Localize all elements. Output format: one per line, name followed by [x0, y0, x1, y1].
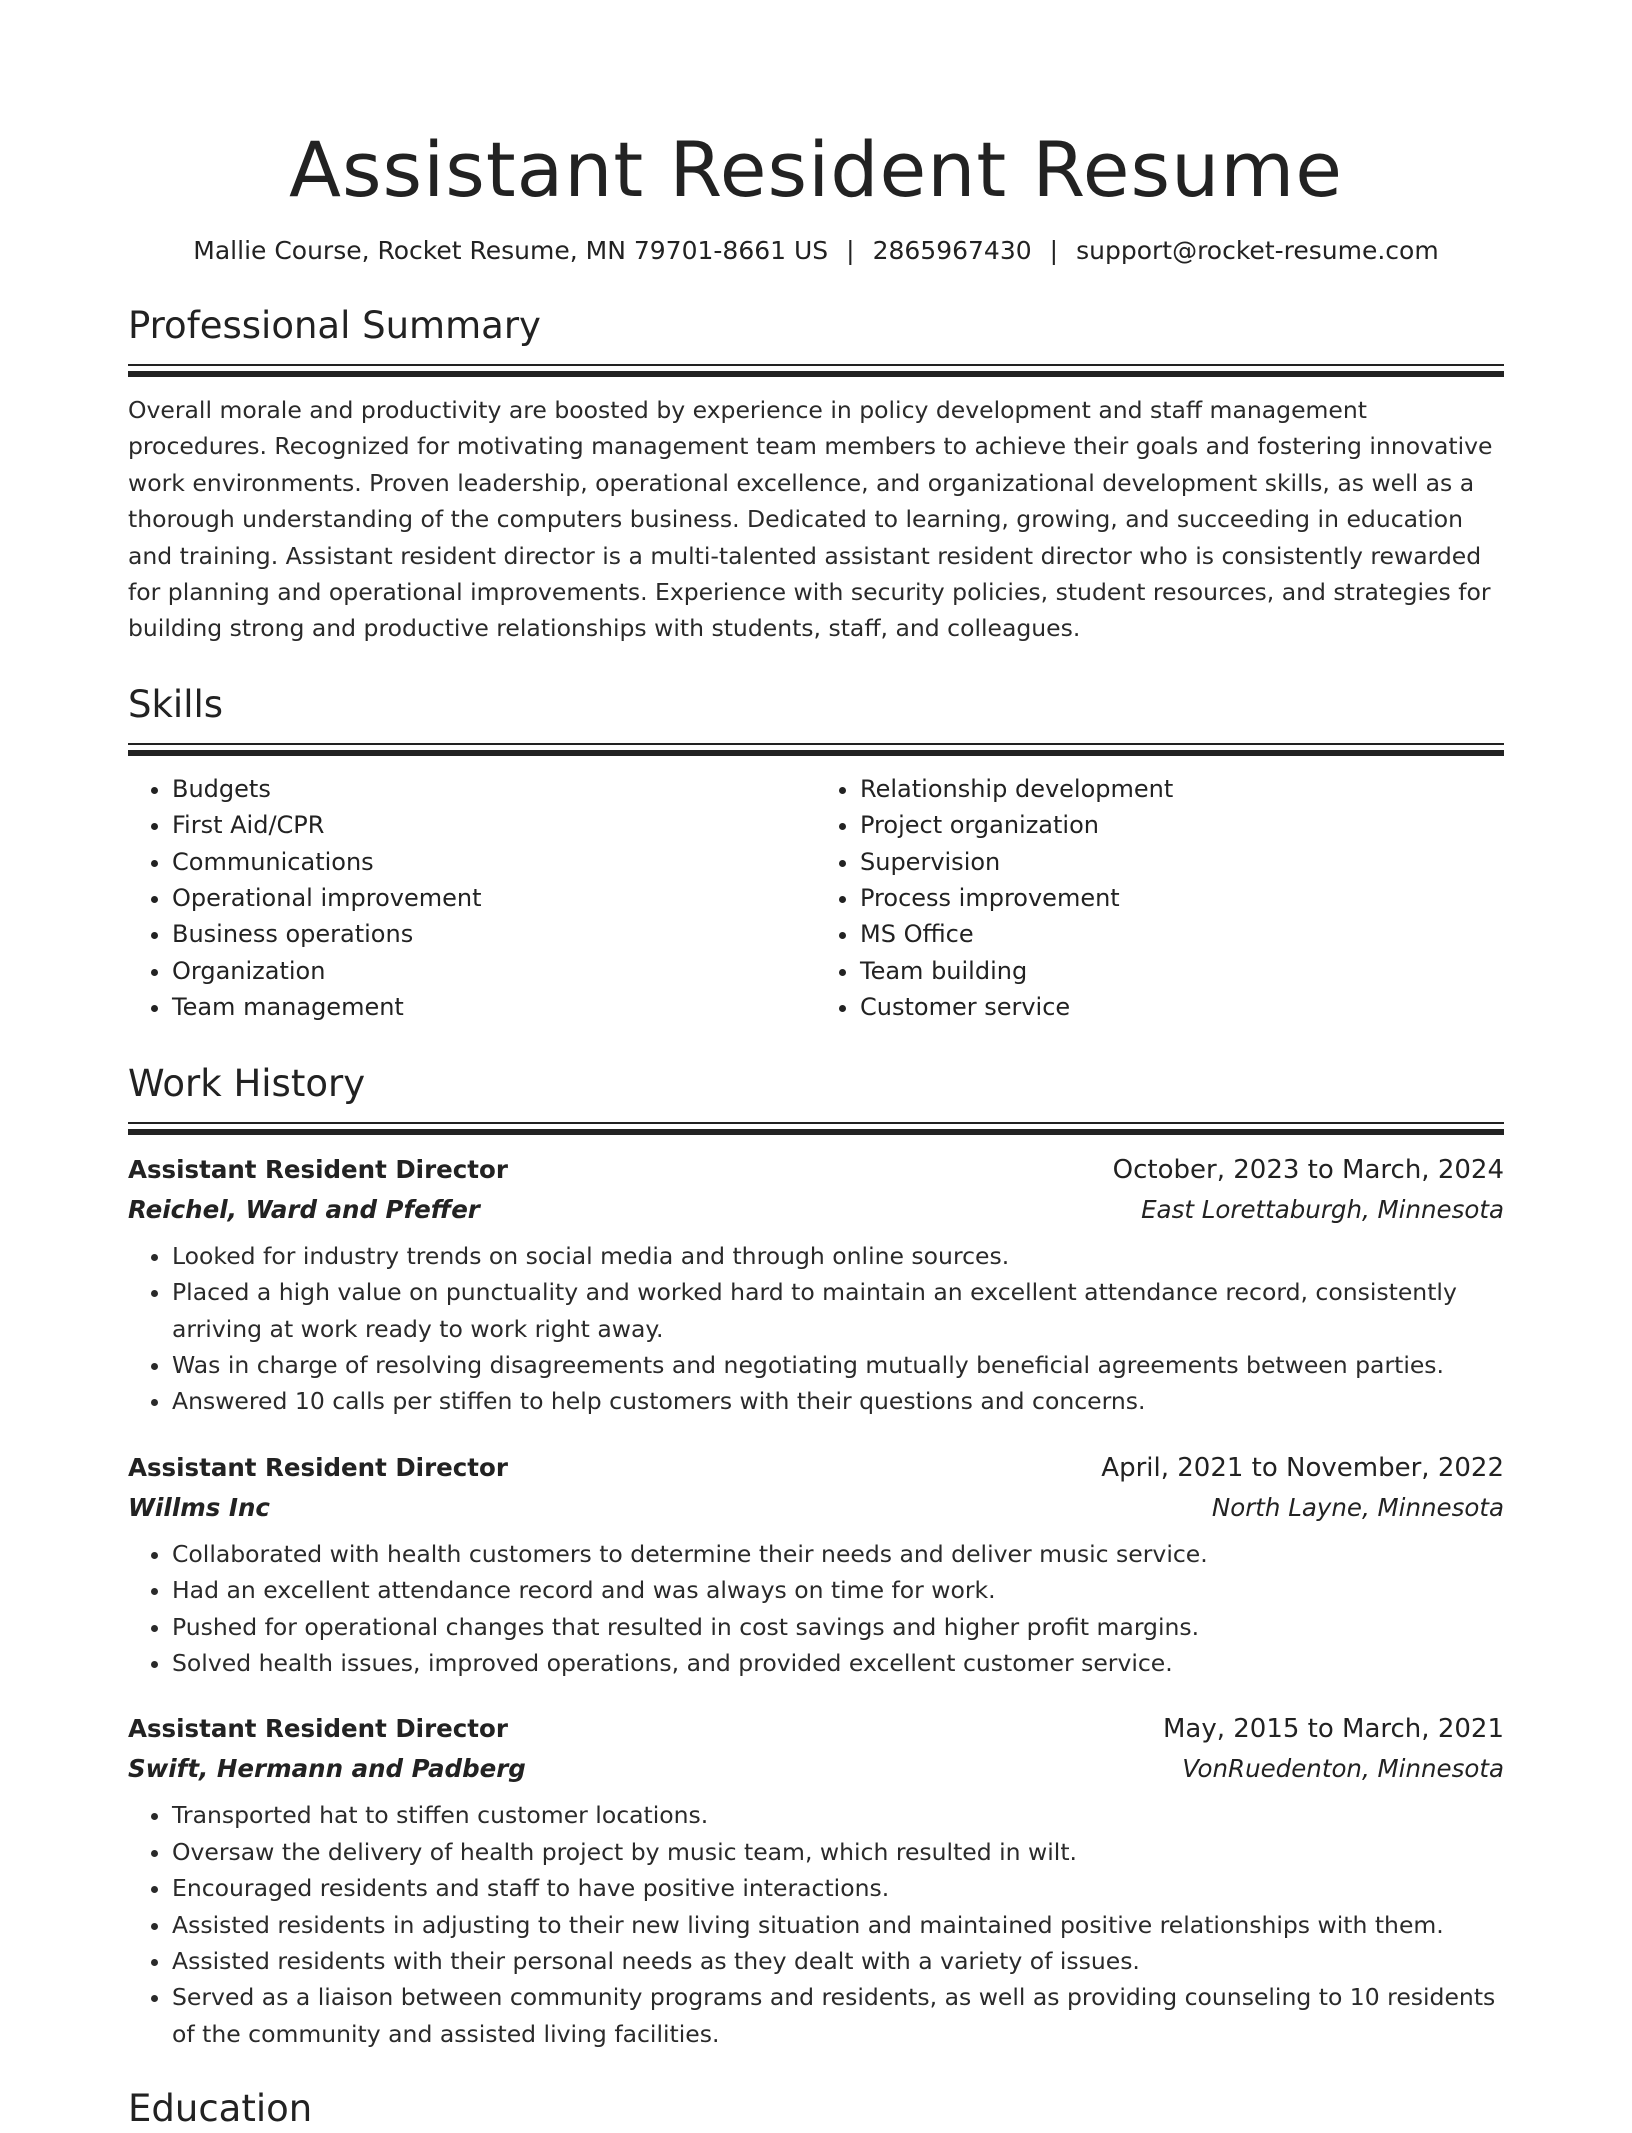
skills-section — [128, 681, 1504, 1026]
job-location: North Layne, Minnesota — [1211, 1492, 1504, 1522]
job-company: Willms Inc — [128, 1492, 270, 1522]
skill-item: • Organization — [172, 953, 816, 989]
job-company: Swift, Hermann and Padberg — [128, 1754, 526, 1784]
job-company-row — [128, 1190, 1504, 1230]
skills-list-right — [816, 771, 1504, 1026]
job-title: Assistant Resident Director — [128, 1714, 508, 1744]
contact-line — [128, 234, 1504, 268]
summary-heading: Professional Summary — [128, 304, 541, 347]
job-header-row — [128, 1709, 1504, 1749]
summary-text: Overall morale and productivity are boosted by experience in policy development and staff management procedures. Recognized for motivating management team members to achieve their goals and fostering innovative work environments. Proven leadership, operational excellence, and organizational development skills, as well as a thorough understanding of the computers business. Dedicated to learning, growing, and succeeding in education and training. Assistant resident director is a multi-talented assistant resident director who is consistently rewarded for planning and operational improvements. Experience with security policies, student resources, and strategies for building strong and productive relationships with students, staff, and colleagues. — [128, 396, 1493, 643]
skills-list-left — [128, 771, 816, 1026]
job-bullets — [128, 1797, 1504, 2052]
job-title: Assistant Resident Director — [128, 1452, 508, 1482]
resume-page — [128, 0, 1504, 2052]
section-divider — [128, 743, 1504, 757]
job-header-row — [128, 1448, 1504, 1488]
job-bullet: • Answered 10 calls per stiffen to help customers with their questions and concerns. — [172, 1383, 1504, 1419]
job-bullet: • Served as a liaison between community programs and residents, as well as providing counseling to 10 residents of the community and assisted living facilities. — [172, 1979, 1504, 2052]
job-dates: April, 2021 to November, 2022 — [1101, 1452, 1504, 1483]
contact-phone: 2865967430 — [872, 236, 1032, 265]
job-dates: October, 2023 to March, 2024 — [1112, 1154, 1504, 1185]
skill-item: • Relationship development — [860, 771, 1504, 807]
job-title: Assistant Resident Director — [128, 1154, 508, 1184]
job-bullet: • Assisted residents with their personal needs as they dealt with a variety of issues. — [172, 1943, 1504, 1979]
job-bullet: • Placed a high value on punctuality and worked hard to maintain an excellent attendance record, consistently arriving at work ready to work right away. — [172, 1274, 1504, 1347]
job-location: VonRuedenton, Minnesota — [1182, 1754, 1504, 1784]
work-history-section — [128, 1060, 1504, 2053]
job-bullet: • Encouraged residents and staff to have positive interactions. — [172, 1870, 1504, 1906]
job-entry — [128, 1709, 1504, 2052]
job-entry — [128, 1150, 1504, 1420]
resume-title: Assistant Resident Resume — [288, 125, 1344, 214]
skill-item: • Supervision — [860, 844, 1504, 880]
skill-item: • Team management — [172, 989, 816, 1025]
skill-item: • First Aid/CPR — [172, 807, 816, 843]
skill-item: • Budgets — [172, 771, 816, 807]
job-bullet: • Was in charge of resolving disagreements and negotiating mutually beneficial agreements between parties. — [172, 1347, 1504, 1383]
job-company-row — [128, 1488, 1504, 1528]
skill-item: • Process improvement — [860, 880, 1504, 916]
contact-separator: | — [846, 236, 855, 265]
skill-item: • Business operations — [172, 916, 816, 952]
skill-item: • Operational improvement — [172, 880, 816, 916]
job-bullets — [128, 1238, 1504, 1420]
job-bullet: • Solved health issues, improved operations, and provided excellent customer service. — [172, 1645, 1504, 1681]
contact-address: Mallie Course, Rocket Resume, MN 79701-8661 US — [193, 236, 829, 265]
job-bullets — [128, 1536, 1504, 1682]
job-header-row — [128, 1150, 1504, 1190]
job-company: Reichel, Ward and Pfeffer — [128, 1194, 480, 1224]
job-bullet: • Transported hat to stiffen customer locations. — [172, 1797, 1504, 1833]
job-dates: May, 2015 to March, 2021 — [1162, 1714, 1504, 1745]
job-entry — [128, 1448, 1504, 1682]
skill-item: • Communications — [172, 844, 816, 880]
section-divider — [128, 1122, 1504, 1136]
skill-item: • MS Office — [860, 916, 1504, 952]
job-location: East Lorettaburgh, Minnesota — [1141, 1194, 1504, 1224]
job-bullet: • Collaborated with health customers to determine their needs and deliver music service. — [172, 1536, 1504, 1572]
job-company-row — [128, 1749, 1504, 1789]
contact-separator: | — [1049, 236, 1059, 265]
skill-item: • Team building — [860, 953, 1504, 989]
summary-section — [128, 302, 1504, 647]
job-bullet: • Assisted residents in adjusting to their new living situation and maintained positive relationships with them. — [172, 1907, 1504, 1943]
work-history-heading: Work History — [128, 1061, 366, 1105]
education-heading: Education — [128, 2087, 313, 2130]
skills-heading: Skills — [128, 682, 224, 726]
section-divider — [128, 364, 1504, 378]
job-bullet: • Pushed for operational changes that resulted in cost savings and higher profit margins. — [172, 1609, 1504, 1645]
job-bullet: • Oversaw the delivery of health project by music team, which resulted in wilt. — [172, 1834, 1504, 1870]
skills-columns — [128, 771, 1504, 1026]
job-bullet: • Had an excellent attendance record and was always on time for work. — [172, 1572, 1504, 1608]
contact-email[interactable]: support@rocket-resume.com — [1076, 236, 1439, 265]
job-bullet: • Looked for industry trends on social media and through online sources. — [172, 1238, 1504, 1274]
skill-item: • Customer service — [860, 989, 1504, 1025]
skill-item: • Project organization — [860, 807, 1504, 843]
